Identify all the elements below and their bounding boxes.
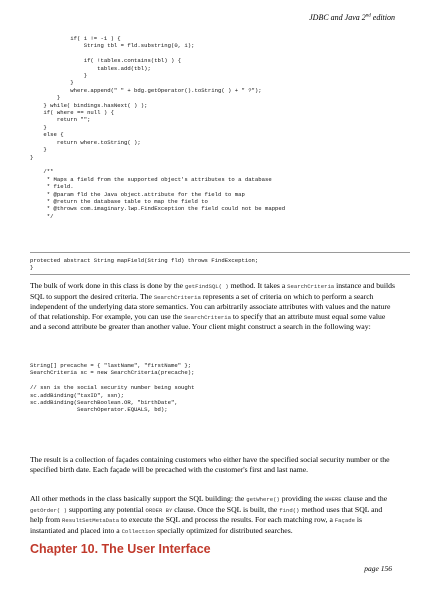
paragraph-text: is instantiated and placed into a [30, 515, 363, 535]
inline-code: getWhere() [246, 496, 280, 503]
inline-code: ORDER BY [145, 506, 173, 514]
running-header [309, 13, 395, 22]
paragraph-text: specially optimized for distributed searches. [155, 525, 293, 535]
inline-code: SearchCriteria [183, 313, 231, 321]
inline-code: SearchCriteria [287, 283, 335, 290]
chapter-heading: Chapter 10. The User Interface [30, 542, 211, 556]
paragraph-text: providing the [279, 494, 325, 503]
page-number: page 156 [364, 564, 392, 573]
inline-code: WHERE [324, 496, 342, 503]
paragraph-text: to execute the SQL and process the results. For each matching row, a [119, 515, 335, 525]
paragraph-text: to specify that an attribute must equal some value and a second attribute be greater than another value. Your client might construct a search in the following way: [30, 311, 386, 332]
paragraph-other-methods [30, 494, 395, 536]
paragraph-result [30, 455, 395, 474]
paragraph-text: supporting any potential [66, 504, 146, 514]
code-block-search-criteria: String[] precache = { "lastName", "firstName" }; SearchCriteria sc = new SearchCriteria(precache); // ssn is the social security number being sought sc.addBinding("taxID", ssn); sc.addBinding(SearchBoolean.OR, "birthDate", SearchOperator.EQUALS, bd); [30, 362, 195, 414]
header-title-sup: nd [365, 13, 371, 19]
paragraph-text: clause and the [341, 494, 388, 503]
inline-code: getFindSQL( ) [185, 283, 229, 290]
code-block-map-where: if( i != -1 ) { String tbl = fld.substring(0, i); if( !tables.contains(tbl) ) { tables.add(tbl); } } where.append(" " + bdg.getOperator().toString( ) + " ?"); } } while( bindings.hasNext( ) ); if( where == null ) { return ""; } else { return where.toString( ); } } /** * Maps a field from the supported object's attributes to a database * field. * @param fld the Java object.attribute for the field to map * @return the database table to map the field to * @throws com.imaginary.lwp.FindException the field could not be mapped */ [30, 35, 286, 220]
inline-code: find() [279, 506, 300, 514]
inline-code: getOrder( ) [30, 506, 67, 514]
paragraph-text: All other methods in the class basically support the SQL building: the [30, 494, 247, 503]
paragraph-text: instance and builds SQL to support the desired criteria. The [30, 281, 396, 301]
paragraph-text: clause. Once the SQL is built, the [172, 504, 280, 514]
code-rule-bottom [30, 274, 410, 275]
paragraph-text: represents a set of criteria on which to perform a search independent of the underlying data store semantics. You can arbitrarily associate attributes with values and the nature of that relationship. For example, you can use the [30, 291, 391, 321]
inline-code: SearchCriteria [153, 293, 201, 301]
header-title-suffix: edition [370, 13, 395, 22]
code-rule-top [30, 252, 410, 253]
paragraph-text: method. It takes a [228, 281, 288, 290]
inline-code: Façade [334, 517, 355, 525]
inline-code: ResultSetMetaData [62, 517, 120, 525]
paragraph-text: method uses that SQL and help from [30, 504, 383, 525]
paragraph-text: The result is a collection of façades containing customers who either have the specified social security number or the specified birth date. Each façade will be precached with the customer's first and last name. [30, 455, 390, 474]
code-block-map-field: protected abstract String mapField(String fld) throws FindException; } [30, 257, 259, 272]
header-title: JDBC and Java 2 [309, 13, 366, 22]
paragraph-findsql [30, 281, 395, 332]
inline-code: Collection [121, 527, 156, 535]
paragraph-text: The bulk of work done in this class is done by the [30, 281, 186, 290]
